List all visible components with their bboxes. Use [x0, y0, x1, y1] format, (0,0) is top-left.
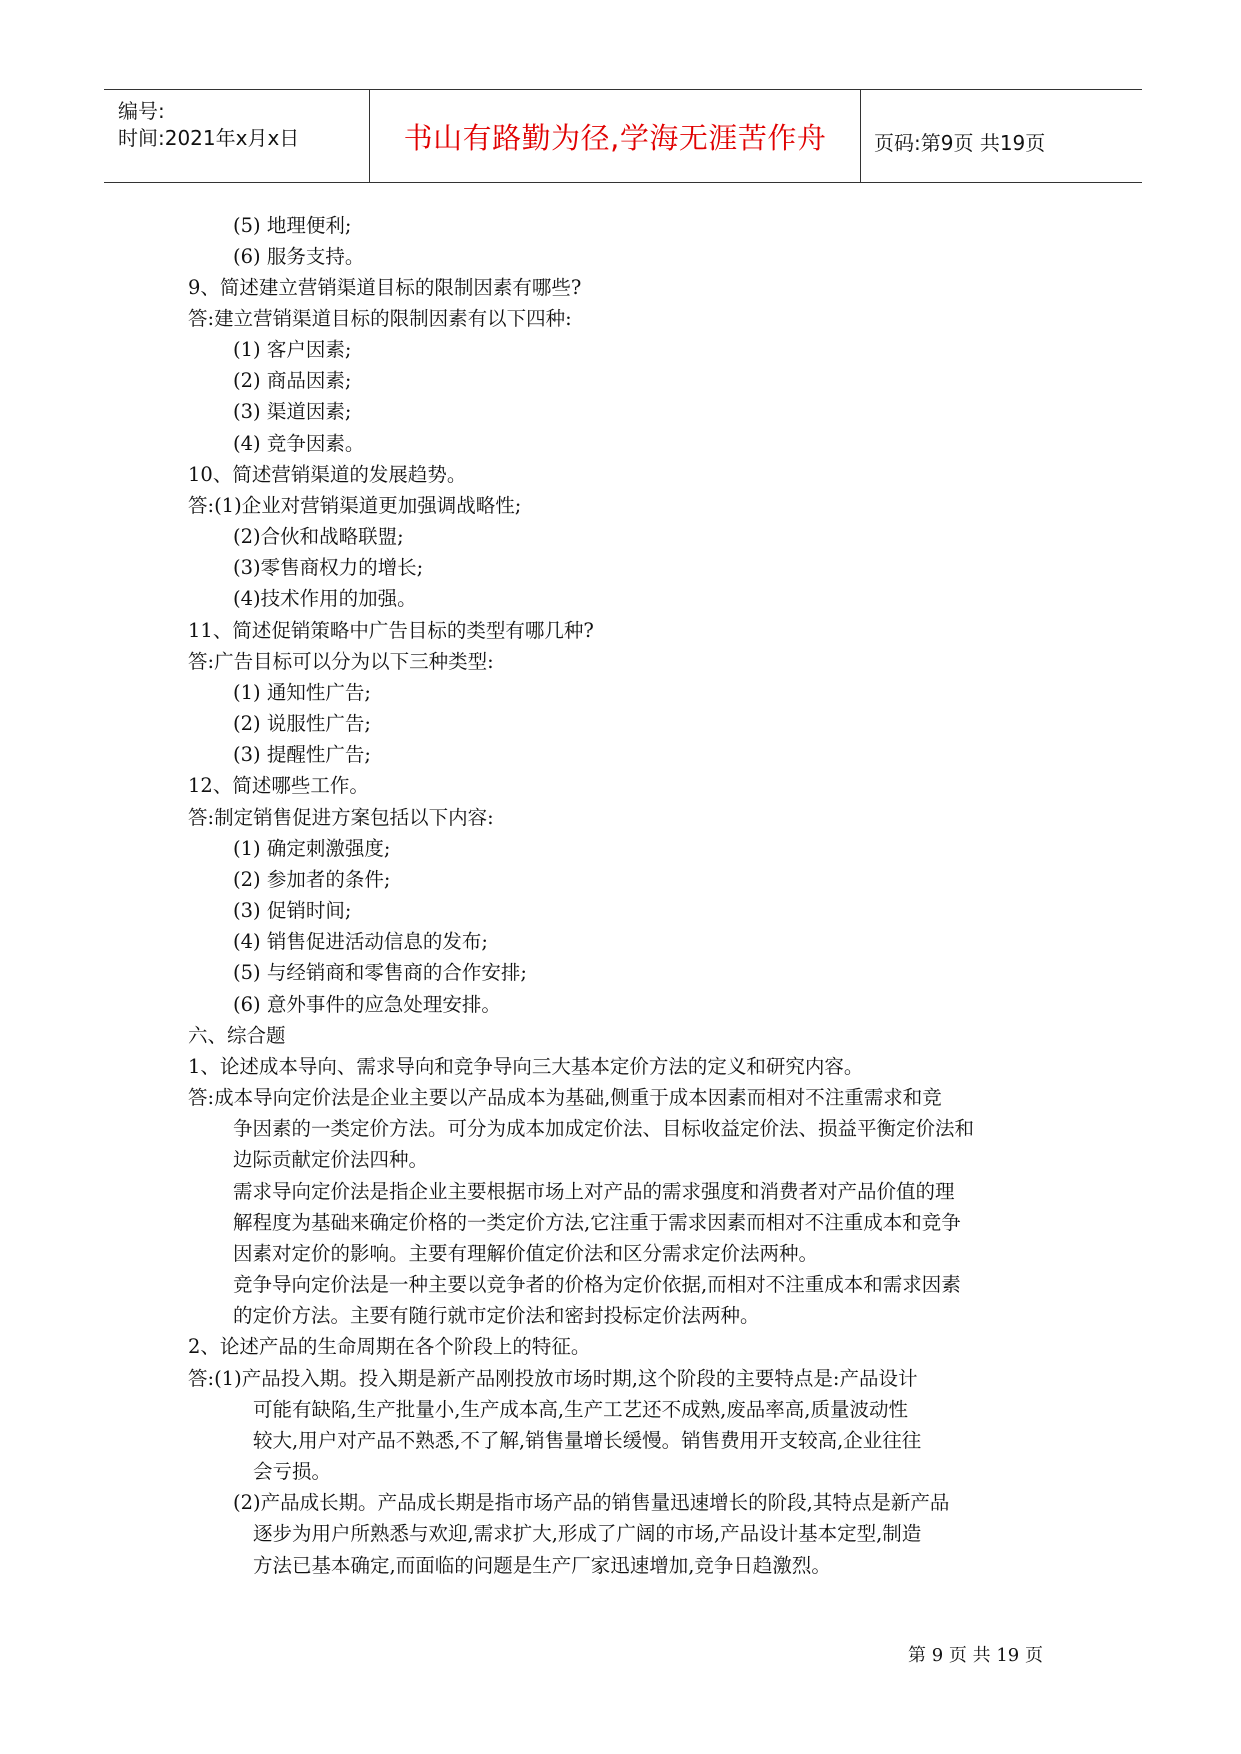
- text-line: (5) 地理便利;: [233, 214, 352, 237]
- text-line: 答:制定销售促进方案包括以下内容:: [188, 806, 494, 829]
- text-line: 边际贡献定价法四种。: [233, 1148, 429, 1171]
- text-line: 2、论述产品的生命周期在各个阶段上的特征。: [188, 1335, 591, 1358]
- text-line: 答:(1)产品投入期。投入期是新产品刚投放市场时期,这个阶段的主要特点是:产品设计: [188, 1367, 918, 1390]
- text-line: 的定价方法。主要有随行就市定价法和密封投标定价法两种。: [233, 1304, 760, 1327]
- header-time-label: 时间:2021年x月x日: [118, 126, 300, 150]
- text-line: 可能有缺陷,生产批量小,生产成本高,生产工艺还不成熟,废品率高,质量波动性: [253, 1398, 908, 1421]
- header-top-rule: [104, 89, 1142, 90]
- text-line: 竞争导向定价法是一种主要以竞争者的价格为定价依据,而相对不注重成本和需求因素: [233, 1273, 961, 1296]
- text-line: 逐步为用户所熟悉与欢迎,需求扩大,形成了广阔的市场,产品设计基本定型,制造: [253, 1522, 922, 1545]
- section-heading: 六、综合题: [188, 1024, 286, 1047]
- text-line: (5) 与经销商和零售商的合作安排;: [233, 961, 527, 984]
- text-line: (2) 说服性广告;: [233, 712, 371, 735]
- text-line: 解程度为基础来确定价格的一类定价方法,它注重于需求因素而相对不注重成本和竞争: [233, 1211, 961, 1234]
- text-line: 方法已基本确定,而面临的问题是生产厂家迅速增加,竞争日趋激烈。: [253, 1554, 831, 1577]
- text-line: (1) 确定刺激强度;: [233, 837, 391, 860]
- header-motto: 书山有路勤为径,学海无涯苦作舟: [403, 121, 827, 155]
- header-divider-right: [860, 89, 861, 183]
- text-line: (2)产品成长期。产品成长期是指市场产品的销售量迅速增长的阶段,其特点是新产品: [233, 1491, 950, 1514]
- text-line: 答:(1)企业对营销渠道更加强调战略性;: [188, 494, 522, 517]
- text-line: 需求导向定价法是指企业主要根据市场上对产品的需求强度和消费者对产品价值的理: [233, 1180, 955, 1203]
- header-number-label: 编号:: [118, 99, 165, 123]
- text-line: (3) 提醒性广告;: [233, 743, 371, 766]
- text-line: 9、简述建立营销渠道目标的限制因素有哪些?: [188, 276, 582, 299]
- text-line: 较大,用户对产品不熟悉,不了解,销售量增长缓慢。销售费用开支较高,企业往往: [253, 1429, 922, 1452]
- text-line: 争因素的一类定价方法。可分为成本加成定价法、目标收益定价法、损益平衡定价法和: [233, 1117, 975, 1140]
- text-line: (2) 参加者的条件;: [233, 868, 391, 891]
- text-line: (3) 促销时间;: [233, 899, 352, 922]
- text-line: (3)零售商权力的增长;: [233, 556, 424, 579]
- text-line: 因素对定价的影响。主要有理解价值定价法和区分需求定价法两种。: [233, 1242, 819, 1265]
- text-line: (4) 竞争因素。: [233, 432, 365, 455]
- text-line: (6) 意外事件的应急处理安排。: [233, 993, 501, 1016]
- text-line: 会亏损。: [253, 1460, 332, 1483]
- text-line: (2)合伙和战略联盟;: [233, 525, 404, 548]
- text-line: 答:建立营销渠道目标的限制因素有以下四种:: [188, 307, 572, 330]
- text-line: (6) 服务支持。: [233, 245, 365, 268]
- text-line: (1) 客户因素;: [233, 338, 352, 361]
- text-line: (2) 商品因素;: [233, 369, 352, 392]
- text-line: 1、论述成本导向、需求导向和竞争导向三大基本定价方法的定义和研究内容。: [188, 1055, 864, 1078]
- text-line: 11、简述促销策略中广告目标的类型有哪几种?: [188, 619, 594, 642]
- text-line: 10、简述营销渠道的发展趋势。: [188, 463, 467, 486]
- text-line: 答:成本导向定价法是企业主要以产品成本为基础,侧重于成本因素而相对不注重需求和竞: [188, 1086, 942, 1109]
- text-line: (4) 销售促进活动信息的发布;: [233, 930, 488, 953]
- text-line: 答:广告目标可以分为以下三种类型:: [188, 650, 494, 673]
- text-line: (4)技术作用的加强。: [233, 587, 417, 610]
- text-line: (1) 通知性广告;: [233, 681, 371, 704]
- header-bottom-rule: [104, 182, 1142, 183]
- header-page-label: 页码:第9页 共19页: [874, 131, 1046, 155]
- text-line: (3) 渠道因素;: [233, 400, 352, 423]
- text-line: 12、简述哪些工作。: [188, 774, 369, 797]
- page-footer: 第 9 页 共 19 页: [908, 1645, 1043, 1666]
